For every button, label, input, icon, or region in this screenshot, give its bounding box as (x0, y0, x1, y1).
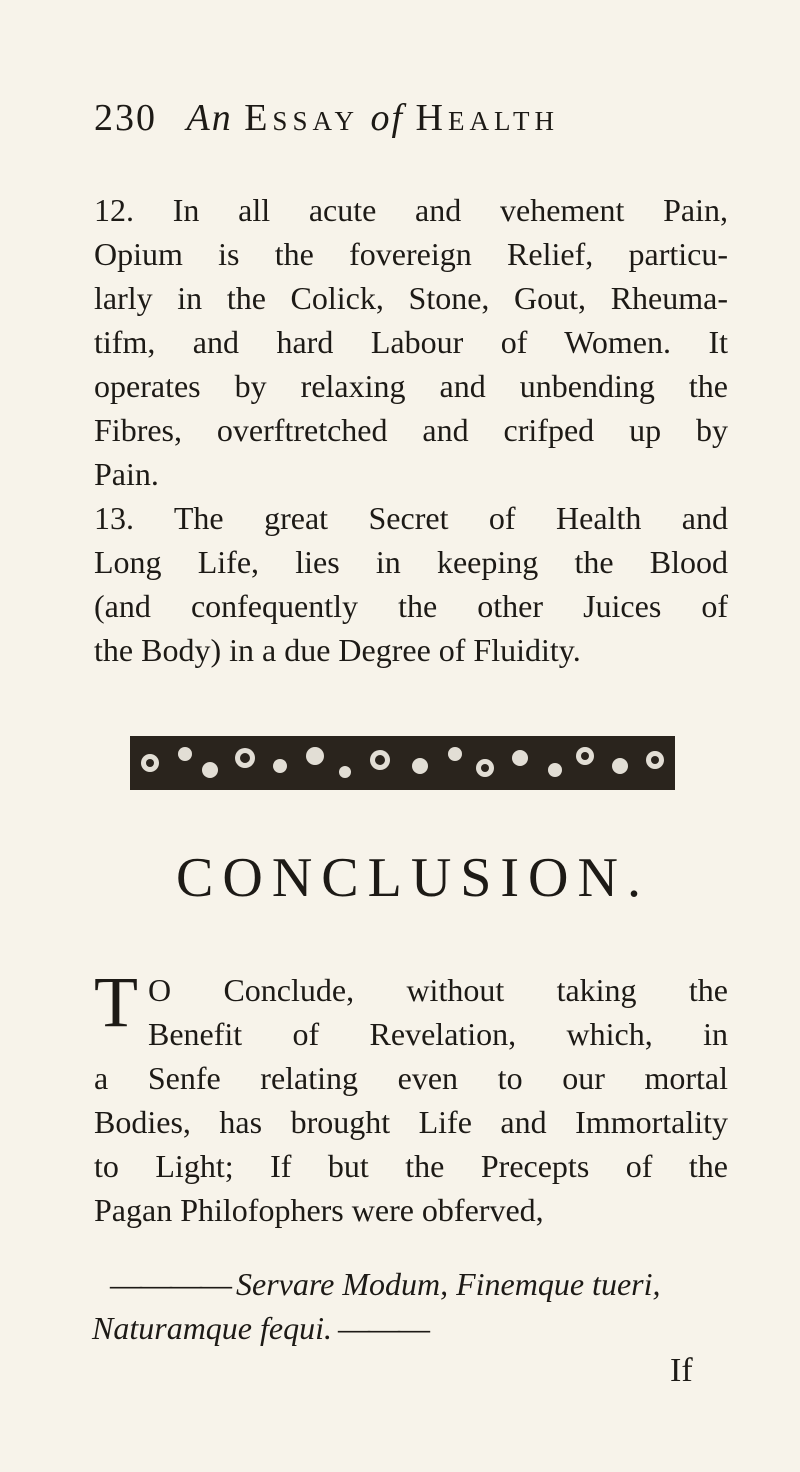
paragraph-13 (94, 496, 728, 672)
verse-dash-left: ———— (110, 1266, 236, 1302)
p12-line-7: Pain. (94, 456, 159, 492)
concl-line-2: Benefit of Revelation, which, in (147, 1016, 728, 1052)
p13-line-1: 13. The great Secret of Health and (94, 500, 728, 536)
catchword: If (670, 1352, 693, 1389)
ornamental-headpiece (130, 736, 675, 790)
p12-line-2: Opium is the fovereign Relief, particu- (94, 236, 728, 272)
p12-line-1: 12. In all acute and vehement Pain, (94, 192, 728, 228)
conclusion-heading: CONCLUSION. (176, 847, 650, 909)
concl-line-5: to Light; If but the Precepts of the (94, 1148, 728, 1184)
drop-cap: T (94, 962, 138, 1042)
concl-line-3: a Senfe relating even to our mortal (94, 1060, 728, 1096)
p13-line-3: (and confequently the other Juices of (94, 588, 728, 624)
concl-line-1: O Conclude, without taking the (147, 972, 728, 1008)
verse-dash-right: ——— (331, 1310, 428, 1346)
conclusion-paragraph (94, 962, 728, 1232)
title-an: An (186, 97, 233, 139)
verse-line-2 (92, 1306, 712, 1350)
title-health: Health (415, 97, 559, 139)
p13-line-4: the Body) in a due Degree of Fluidity. (94, 632, 581, 668)
p12-line-6: Fibres, overftretched and crifped up by (94, 412, 728, 448)
concl-line-4: Bodies, has brought Life and Immortality (94, 1104, 728, 1140)
p12-line-4: tifm, and hard Labour of Women. It (94, 324, 728, 360)
verse-text-2: Naturamque fequi. (92, 1310, 332, 1346)
paragraph-12 (94, 188, 728, 496)
concl-line-6: Pagan Philofophers were obferved, (94, 1192, 544, 1228)
title-essay: Essay (244, 97, 359, 139)
title-of: of (370, 97, 405, 139)
p12-line-3: larly in the Colick, Stone, Gout, Rheuma- (94, 280, 728, 316)
p12-line-5: operates by relaxing and unbending the (94, 368, 728, 404)
p13-line-2: Long Life, lies in keeping the Blood (94, 544, 728, 580)
verse-line-1 (110, 1262, 730, 1306)
running-head (94, 96, 714, 140)
page-number: 230 (94, 97, 157, 139)
verse-text-1: Servare Modum, Finemque tueri, (236, 1266, 661, 1302)
